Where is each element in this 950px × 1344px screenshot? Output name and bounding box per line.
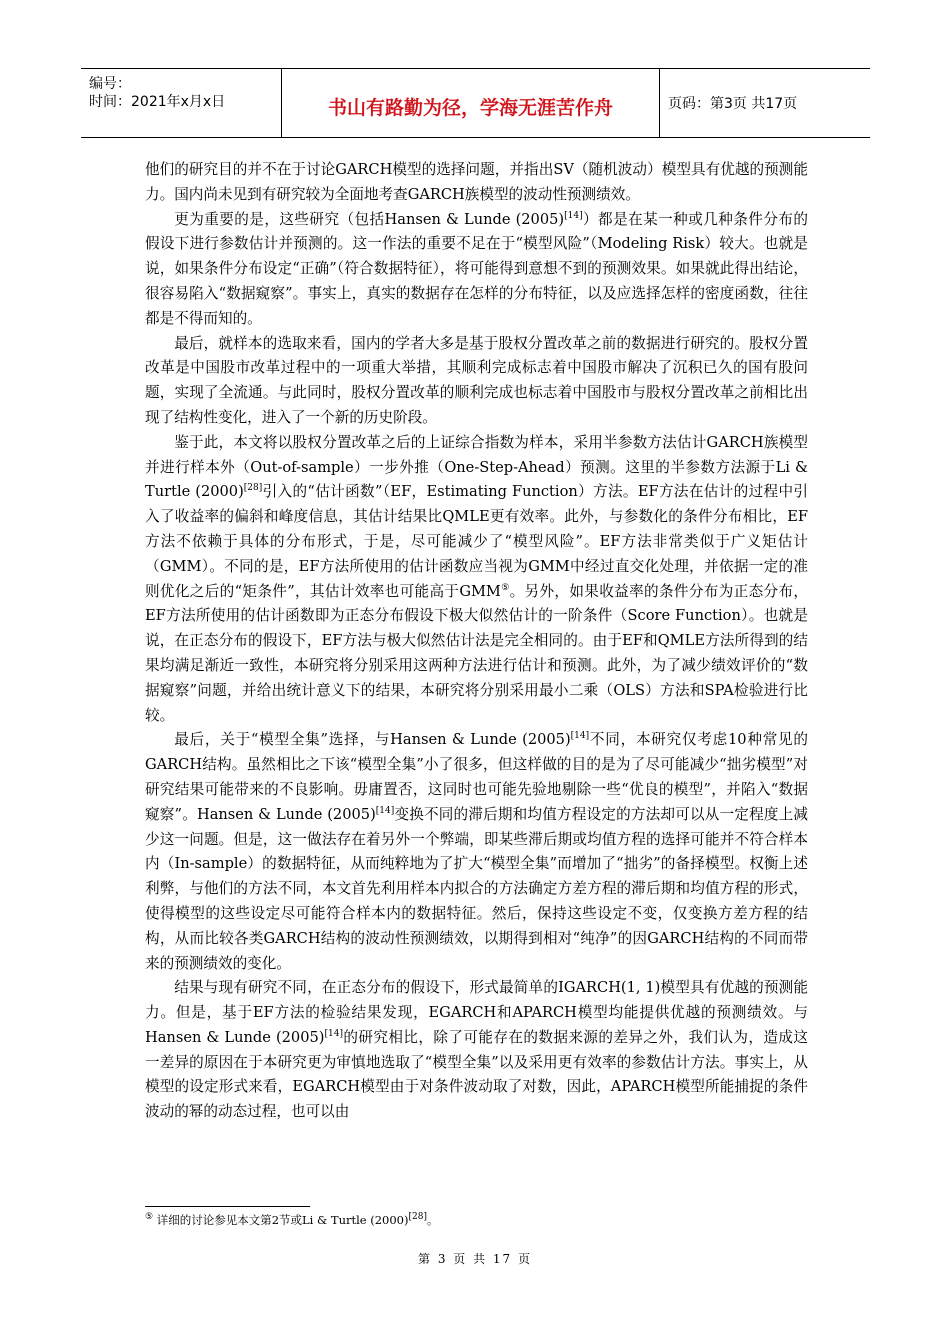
page-number: 第 3 页 共 17 页 bbox=[418, 1252, 532, 1266]
page-header bbox=[81, 68, 870, 138]
citation-ref: [14] bbox=[564, 210, 583, 221]
citation-ref: [28] bbox=[243, 483, 263, 494]
footnote-text: 详细的讨论参见本文第2节或Li & Turtle (2000) bbox=[156, 1213, 409, 1227]
header-motto bbox=[282, 69, 660, 137]
time-label: 时间：2021年x月x日 bbox=[89, 94, 226, 110]
paragraph: 更为重要的是，这些研究（包括Hansen & Lunde (2005)[14]）都是在某一种或几种条件分布的假设下进行参数估计并预测的。这一作法的重要不足在于“模型风险”（Modeling Risk）较大。也就是说，如果条件分布设定“正确”（符合数据特征），将可能得到意想不到的预测效果。如果就此得出结论，很容易陷入“数据窥察”。事实上，真实的数据存在怎样的分布特征，以及应选择怎样的密度函数，往往都是不得而知的。 bbox=[145, 210, 808, 327]
citation-ref: [14] bbox=[324, 1029, 343, 1040]
paragraph: 最后，就样本的选取来看，国内的学者大多是基于股权分置改革之前的数据进行研究的。股权分置改革是中国股市改革过程中的一项重大举措，其顺利完成标志着中国股市解决了沉积已久的国有股问题，实现了全流通。与此同时，股权分置改革的顺利完成也标志着中国股市与股权分置改革之前相比出现了结构性变化，进入了一个新的历史阶段。 bbox=[145, 334, 808, 426]
citation-ref: [14] bbox=[375, 805, 395, 816]
document-body bbox=[145, 158, 808, 1125]
paragraph: 最后，关于“模型全集”选择，与Hansen & Lunde (2005)[14]不同，本研究仅考虑10种常见的GARCH结构。虽然相比之下该“模型全集”小了很多，但这样做的目的是为了尽可能减少“拙劣模型”对研究结果可能带来的不良影响。毋庸置否，这同时也可能先验地剔除一些“优良的模型”，并陷入“数据窥察”。Hansen & Lunde (2005)[14]变换不同的滞后期和均值方程设定的方法却可以从一定程度上减少这一问题。但是，这一做法存在着另外一个弊端，即某些滞后期或均值方程的选择可能并不符合样本内（In-sample）的数据特征，从而纯粹地为了扩大“模型全集”而增加了“拙劣”的备择模型。权衡上述利弊，与他们的方法不同，本文首先利用样本内拟合的方法确定方差方程的滞后期和均值方程的形式，使得模型的这些设定尽可能符合样本内的数据特征。然后，保持这些设定不变，仅变换方差方程的结构，从而比较各类GARCH结构的波动性预测绩效，以期得到相对“纯净”的因GARCH结构的不同而带来的预测绩效的变化。 bbox=[145, 731, 808, 972]
motto-text: 书山有路勤为径，学海无涯苦作舟 bbox=[327, 96, 613, 119]
footnote: ⑤ 详细的讨论参见本文第2节或Li & Turtle (2000)[28]。 bbox=[145, 1212, 439, 1227]
paragraph: 结果与现有研究不同，在正态分布的假设下，形式最简单的IGARCH(1, 1)模型具有优越的预测能力。但是，基于EF方法的检验结果发现，EGARCH和APARCH模型均能提供优越的预测绩效。与Hansen & Lunde (2005)[14]的研究相比，除了可能存在的数据来源的差异之外，我们认为，造成这一差异的原因在于本研究更为审慎地选取了“模型全集”以及采用更有效率的参数估计方法。事实上，从模型的设定形式来看，EGARCH模型由于对条件波动取了对数，因此，APARCH模型所能捕捉的条件波动的幂的动态过程，也可以由 bbox=[145, 979, 808, 1121]
paragraph: 他们的研究目的并不在于讨论GARCH模型的选择问题，并指出SV（随机波动）模型具有优越的预测能力。国内尚未见到有研究较为全面地考查GARCH族模型的波动性预测绩效。 bbox=[145, 161, 808, 203]
citation-ref: [28] bbox=[408, 1212, 427, 1223]
citation-ref: [14] bbox=[570, 731, 590, 742]
footnote-mark: ⑤ bbox=[145, 1212, 154, 1223]
header-page-label: 页码：第3页 共17页 bbox=[668, 96, 798, 112]
footnote-divider bbox=[145, 1206, 310, 1207]
footnote-marker: ⑤ bbox=[500, 582, 510, 593]
paragraph: 鉴于此，本文将以股权分置改革之后的上证综合指数为样本，采用半参数方法估计GARCH族模型并进行样本外（Out-of-sample）一步外推（One-Step-Ahead）预测。这里的半参数方法源于Li & Turtle (2000)[28]引入的“估计函数”（EF，Estimating Function）方法。EF方法在估计的过程中引入了收益率的偏斜和峰度信息，其估计结果比QMLE更有效率。此外，与参数化的条件分布相比，EF方法不依赖于具体的分布形式，于是，尽可能减少了“模型风险”。EF方法非常类似于广义矩估计（GMM）。不同的是，EF方法所使用的估计函数应当视为GMM中经过直交化处理，并依据一定的准则优化之后的“矩条件”，其估计效率也可能高于GMM⑤。另外，如果收益率的条件分布为正态分布，EF方法所使用的估计函数即为正态分布假设下极大似然估计的一阶条件（Score Function）。也就是说，在正态分布的假设下，EF方法与极大似然估计法是完全相同的。由于EF和QMLE方法所得到的结果均满足渐近一致性，本研究将分别采用这两种方法进行估计和预测。此外，为了减少绩效评价的“数据窥察”问题，并给出统计意义下的结果，本研究将分别采用最小二乘（OLS）方法和SPA检验进行比较。 bbox=[145, 433, 808, 724]
header-meta bbox=[81, 69, 282, 137]
number-label: 编号： bbox=[89, 76, 131, 92]
